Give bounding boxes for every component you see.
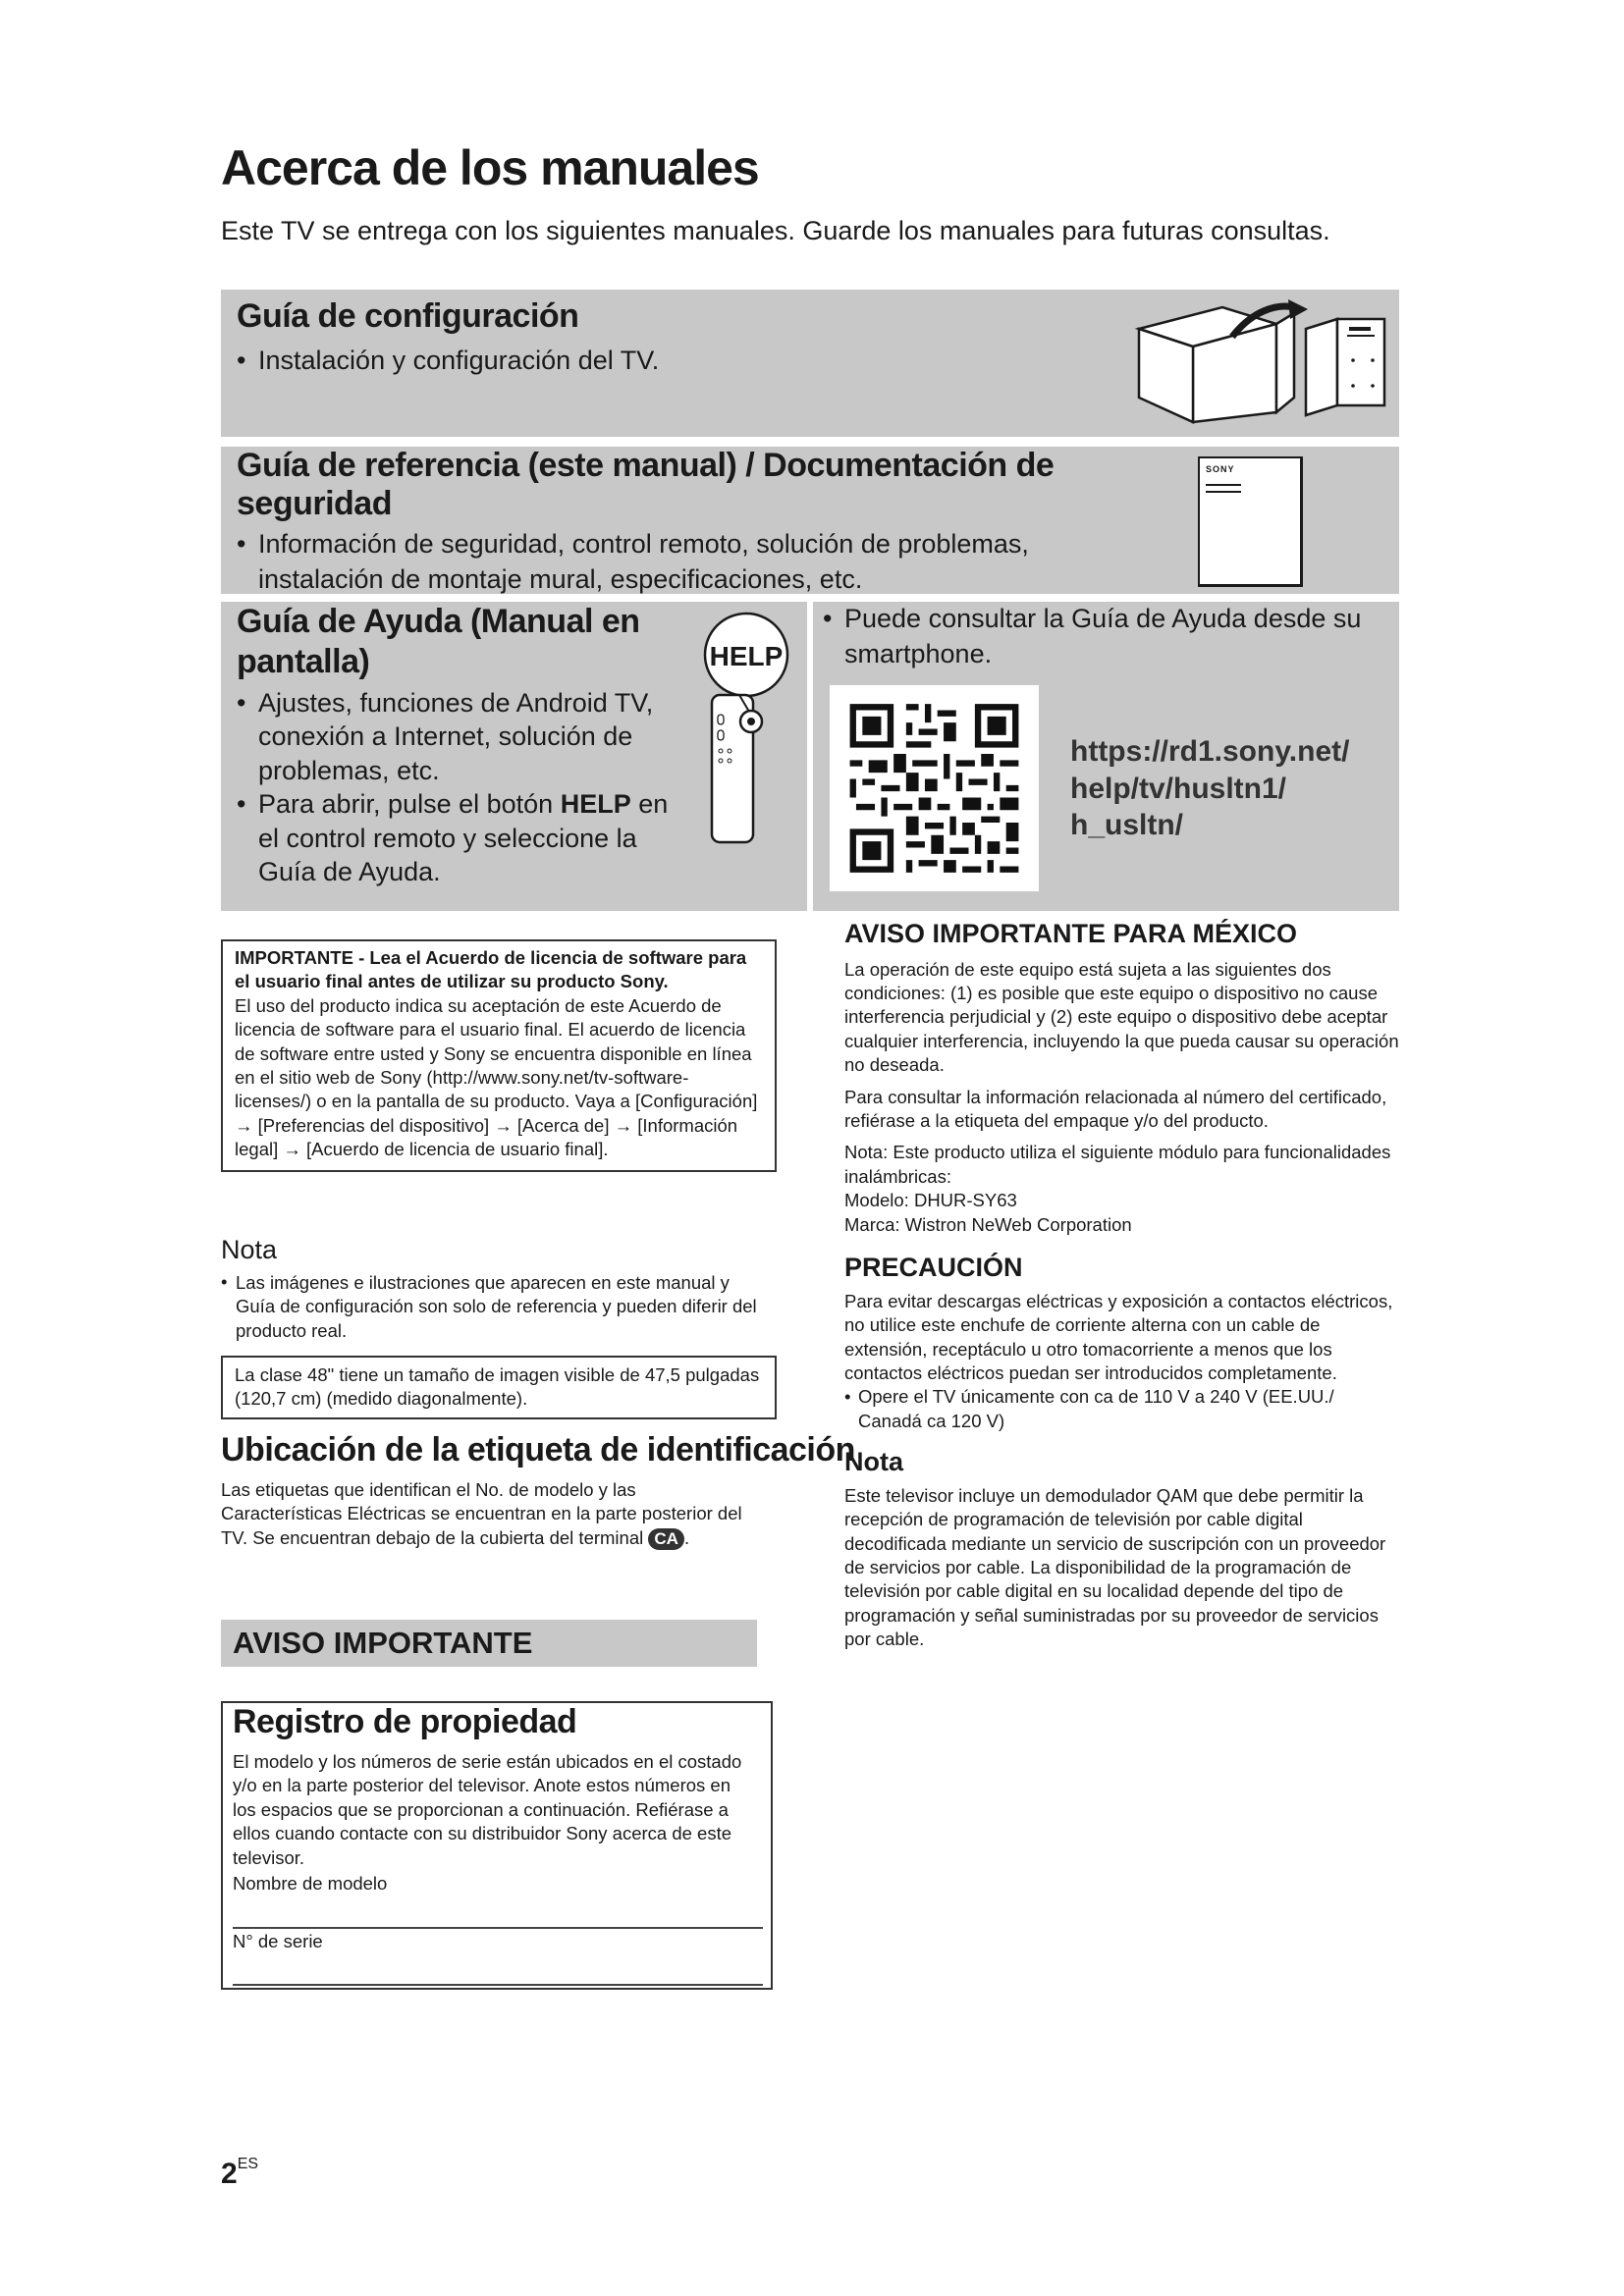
mexico-paragraph-3: Nota: Este producto utiliza el siguiente módulo para funcionalidades inalámbricas:: [844, 1142, 1391, 1187]
reference-guide-heading: Guía de referencia (este manual) / Documentación de seguridad: [237, 447, 1055, 522]
remote-help-icon: [690, 609, 798, 844]
mexico-brand: Marca: Wistron NeWeb Corporation: [844, 1213, 1132, 1235]
setup-guide-heading: Guía de configuración: [237, 297, 579, 335]
left-nota-bullet-dot: •: [221, 1271, 228, 1292]
label-location-text: Las etiquetas que identifican el No. de modelo y las Características Eléctricas se encuentran en la parte posterior del TV. Se encuentran debajo de la cubierta del terminal CA .: [221, 1479, 742, 1548]
help-button-label: HELP: [709, 641, 784, 671]
label-location-heading: Ubicación de la etiqueta de identificación: [221, 1431, 855, 1468]
help-guide-box: [221, 602, 807, 911]
left-nota-heading: Nota: [221, 1235, 278, 1264]
help-url: https://rd1.sony.net/ help/tv/husltn1/ h_usltn/: [1070, 735, 1350, 841]
help-guide-heading: Guía de Ayuda (Manual en pantalla): [237, 603, 640, 680]
precaucion-text: Para evitar descargas eléctricas y exposición a contactos eléctricos, no utilice este enchufe de corriente alterna con un cable de extensión, receptáculo u otro tomacorriente a menos que los contactos eléctricos puedan ser introducidos completamente.: [844, 1290, 1393, 1383]
setup-guide-bullet: • Instalación y configuración del TV.: [237, 344, 1120, 379]
left-nota-bullet: Las imágenes e ilustraciones que aparecen en este manual y Guía de configuración son solo de referencia y pueden diferir del producto real.: [236, 1272, 757, 1341]
page-number: $2^{ES}$: [221, 2156, 259, 2190]
reference-guide-box: [221, 447, 1399, 594]
aviso-importante-bar: AVISO IMPORTANTE: [221, 1620, 757, 1667]
license-bold-text: IMPORTANTE - Lea el Acuerdo de licencia de software para el usuario final antes de utilizar su producto Sony.: [235, 947, 747, 992]
setup-guide-box: [221, 290, 1399, 437]
help-smartphone-bullet: • Puede consultar la Guía de Ayuda desde su smartphone.: [823, 602, 1373, 672]
tv-box-icon: [1129, 299, 1394, 429]
mexico-paragraph-1: La operación de este equipo está sujeta a las siguientes dos condiciones: (1) es posible que este equipo o dispositivo no cause interferencia perjudicial y (2) este equipo o dispositivo debe aceptar cualquier interferencia, incluyendo la que pueda causar su operación no deseada.: [844, 958, 1399, 1076]
precaucion-heading: PRECAUCIÓN: [844, 1253, 1023, 1283]
help-smartphone-box: [813, 602, 1399, 911]
help-qr-code: [830, 685, 1039, 891]
ca-badge: CA: [648, 1528, 684, 1550]
model-name-line: [233, 1927, 763, 1929]
manual-booklet-icon: [1198, 456, 1303, 587]
registro-box: [221, 1701, 773, 1990]
registro-text: El modelo y los números de serie están ubicados en el costado y/o en la parte posterior del televisor. Anote estos números en los espacios que se proporcionan a continuación. Refiérase a ellos cuando contacte con su distribuidor Sony acerca de este televisor.: [233, 1751, 742, 1868]
serial-number-line: [233, 1984, 763, 1986]
right-column: [844, 917, 1399, 1660]
license-body-text: El uso del producto indica su aceptación de este Acuerdo de licencia de software para el usuario final. El acuerdo de licencia de software entre usted y Sony se encuentra disponible en línea en el sitio web de Sony (http://www.sony.net/tv-software-licenses/) o en la pantalla de su producto. Vaya a [Configuración] → [Preferencias del dispositivo] → [Acerca de] → [Información legal] → [Acuerdo de licencia de usuario final].: [235, 994, 758, 1160]
mexico-model: Modelo: DHUR-SY63: [844, 1190, 1017, 1211]
registro-heading: Registro de propiedad: [233, 1703, 577, 1740]
model-name-label: Nombre de modelo: [233, 1873, 388, 1894]
license-box: [221, 939, 777, 1172]
help-guide-bullet-open: • Para abrir, pulse el botón HELP en el control remoto y seleccione la Guía de Ayuda.: [237, 787, 688, 889]
intro-text: Este TV se entrega con los siguientes manuales. Guarde los manuales para futuras consultas.: [221, 216, 1330, 245]
right-nota-text: Este televisor incluye un demodulador QAM que debe permitir la recepción de programación de televisión por cable digital decodificada mediante un servicio de suscripción con un proveedor de servicios por cable. La disponibilidad de la programación de televisión por cable digital en su localidad depende del tipo de programación y señal suministradas por su proveedor de servicios por cable.: [844, 1484, 1386, 1650]
help-guide-bullet-features: • Ajustes, funciones de Android TV, conexión a Internet, solución de problemas, etc.: [237, 686, 688, 788]
class-size-box: La clase 48" tiene un tamaño de imagen visible de 47,5 pulgadas (120,7 cm) (medido diagonalmente).: [221, 1356, 777, 1419]
sony-logo: SONY: [1206, 464, 1235, 474]
serial-number-label: N° de serie: [233, 1931, 323, 1951]
mexico-heading: AVISO IMPORTANTE PARA MÉXICO: [844, 919, 1298, 948]
page-title: Acerca de los manuales: [221, 140, 759, 195]
precaucion-bullet: • Opere el TV únicamente con ca de 110 V a 240 V (EE.UU./ Canadá ca 120 V): [844, 1386, 1334, 1431]
right-nota-heading: Nota: [844, 1447, 903, 1477]
mexico-paragraph-2: Para consultar la información relacionada al número del certificado, refiérase a la etiqueta del empaque y/o del producto.: [844, 1086, 1387, 1132]
reference-guide-bullet: • Información de seguridad, control remoto, solución de problemas, instalación de montaje mural, especificaciones, etc.: [237, 527, 1101, 598]
